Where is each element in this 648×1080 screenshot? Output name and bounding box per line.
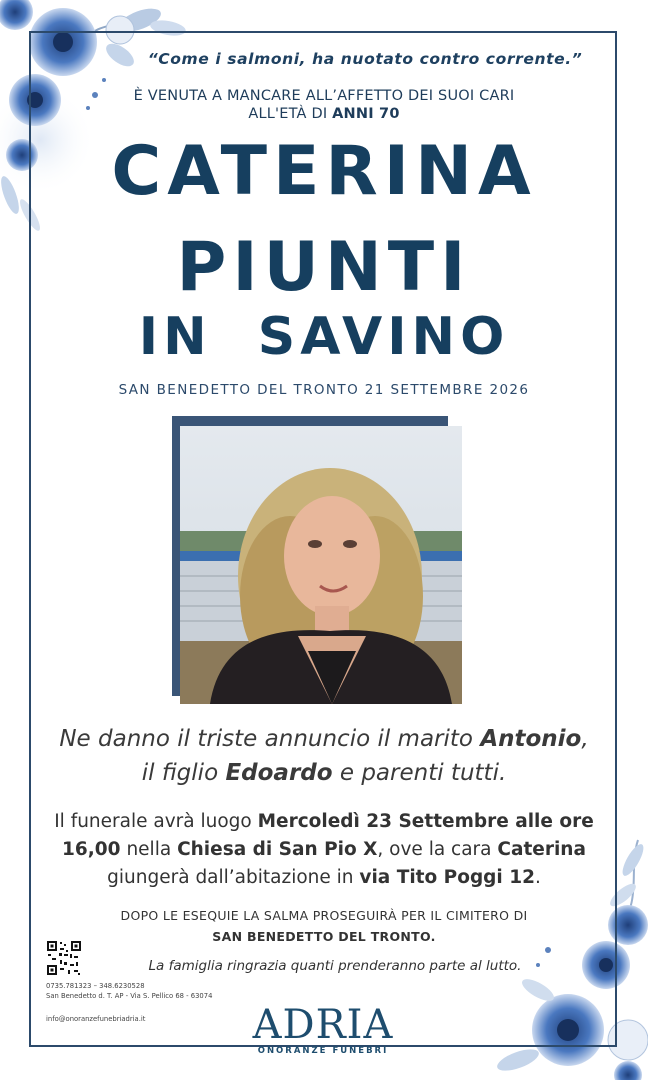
last-name: PIUNTI: [176, 228, 472, 307]
logo-word: ADRIA: [252, 1002, 394, 1048]
portrait-photo: [180, 426, 462, 704]
funeral-text-2: nella: [120, 839, 178, 860]
contact-phones: 0735.781323 – 348.6230528: [46, 982, 145, 990]
funeral-address: via Tito Poggi 12: [359, 867, 535, 888]
intro-age: ANNI 70: [332, 106, 400, 122]
funeral-church: Chiesa di San Pio X: [177, 839, 378, 860]
contact-email[interactable]: info@onoranzefunebriadria.it: [46, 1015, 146, 1023]
family-thanks: La famiglia ringrazia quanti prenderanno parte al lutto.: [148, 958, 522, 974]
after-funeral-line-1: DOPO LE ESEQUIE LA SALMA PROSEGUIRÀ PER IL CIMITERO DI: [120, 908, 528, 923]
married-name-text: IN SAVINO: [138, 307, 510, 367]
funeral-details: [40, 808, 608, 892]
announcement-text-1: Ne danno il triste annuncio il marito: [59, 726, 481, 752]
funeral-text-1: Il funerale avrà luogo: [54, 811, 258, 832]
place-date: SAN BENEDETTO DEL TRONTO 21 SETTEMBRE 2026: [118, 382, 530, 398]
intro-line-1: È VENUTA A MANCARE ALL’AFFETTO DEI SUOI CARI: [133, 88, 515, 104]
after-funeral: [0, 905, 648, 947]
announcement: [0, 722, 648, 790]
son-name: Edoardo: [225, 760, 333, 786]
quote: “Come i salmoni, ha nuotato contro corrente.”: [147, 50, 583, 68]
contact-info: [46, 981, 212, 1001]
announcement-text-2: ,: [581, 726, 589, 752]
funeral-datetime: Mercoledì 23 Settembre alle ore 16,00: [62, 811, 594, 860]
adria-logo: [248, 1002, 398, 1056]
intro-text: [0, 87, 648, 123]
portrait-illustration: [180, 426, 462, 704]
funeral-text-3: , ove la cara: [377, 839, 498, 860]
funeral-text-4: giungerà dall’abitazione in: [107, 867, 360, 888]
funeral-text-5: .: [534, 867, 541, 888]
qr-code[interactable]: [46, 940, 82, 976]
married-name: [0, 307, 648, 367]
first-name: CATERINA: [111, 132, 537, 211]
after-funeral-line-2: SAN BENEDETTO DEL TRONTO.: [212, 929, 436, 944]
contact-address: San Benedetto d. T. AP - Via S. Pellico 68 - 63074: [46, 992, 213, 1000]
announcement-text-4: e parenti tutti.: [332, 760, 507, 786]
husband-name: Antonio: [480, 726, 582, 752]
announcement-line-1: [0, 722, 648, 756]
announcement-line-2: [0, 756, 648, 790]
funeral-name: Caterina: [497, 839, 586, 860]
announcement-text-3: il figlio: [141, 760, 226, 786]
intro-age-prefix: ALL'ETÀ DI: [248, 106, 333, 122]
logo-subtitle: ONORANZE FUNEBRI: [257, 1046, 389, 1056]
intro-line-2: [0, 105, 648, 123]
